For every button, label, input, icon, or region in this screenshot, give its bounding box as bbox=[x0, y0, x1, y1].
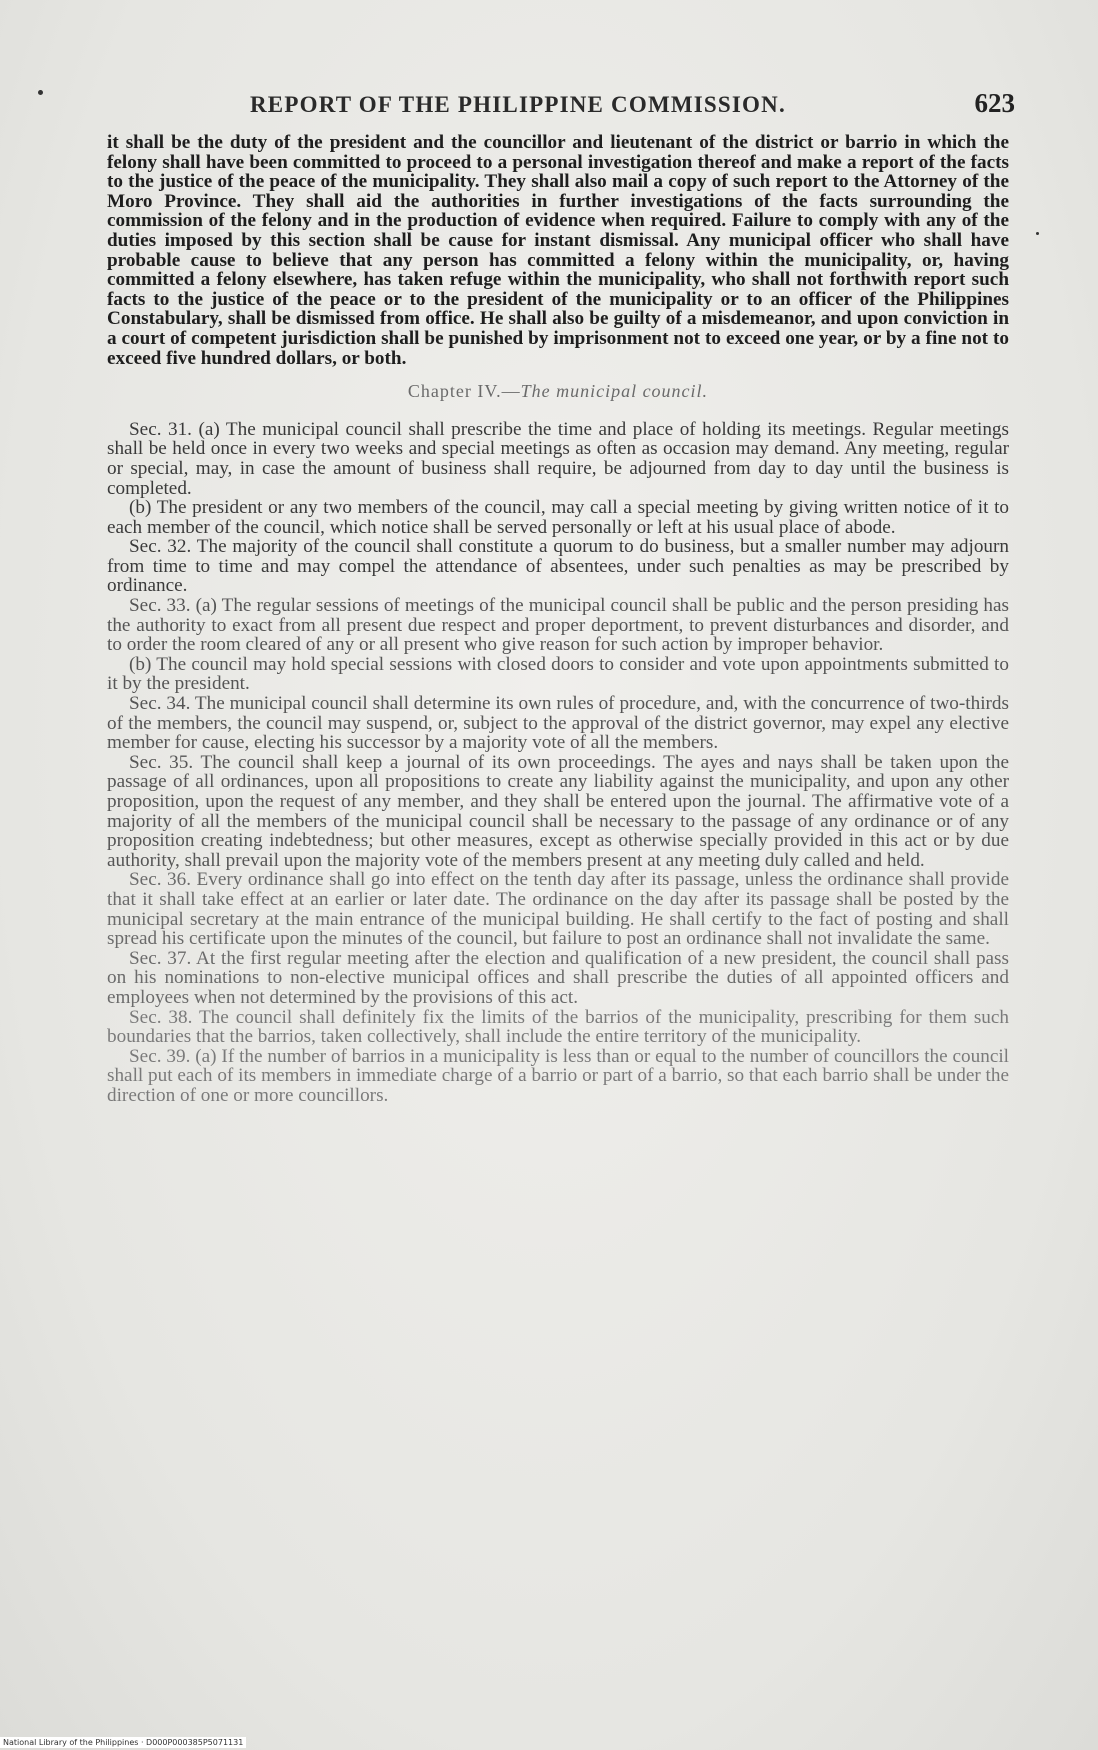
page-number: 623 bbox=[974, 88, 1015, 118]
section-37: Sec. 37. At the first regular meeting after the election and qualification of a new president, the council shall pass on his nominations to non-elective municipal offices and shall prescribe the duties of all appointed officers and employees when not determined by the provisions of this act. bbox=[107, 947, 1009, 1008]
section-31b: (b) The president or any two members of the council, may call a special meeting by giving written notice of it to each member of the council, which notice shall be served personally or left at his usual place of abode. bbox=[107, 497, 1009, 538]
section-34: Sec. 34. The municipal council shall determine its own rules of procedure, and, with the concurrence of two-thirds of the members, the council may suspend, or, subject to the approval of the district governor, may expel any elective member for cause, electing his successor by a majority vote of all the members. bbox=[107, 693, 1009, 754]
section-33a: Sec. 33. (a) The regular sessions of meetings of the municipal council shall be public and the person presiding has the authority to exact from all present due respect and proper deportment, to prevent disturbances and disorder, and to order the room cleared of any or all present who give reason for such action by improper behavior. bbox=[107, 595, 1009, 656]
archive-footer-tag: National Library of the Philippines · D000P000385P5071131 bbox=[0, 1737, 246, 1748]
scan-speck bbox=[38, 90, 43, 95]
chapter-heading bbox=[107, 382, 1009, 402]
chapter-label: Chapter IV.— bbox=[407, 381, 521, 402]
scan-speck bbox=[1036, 232, 1039, 235]
body-text bbox=[107, 133, 1009, 1106]
section-35: Sec. 35. The council shall keep a journal of its own proceedings. The ayes and nays shall be taken upon the passage of all ordinances, upon all propositions to create any liability against the municipality, and upon any other proposition, upon the request of any member, and they shall be entered upon the journal. The affirmative vote of a majority of all the members of the municipal council shall be necessary to the passage of any ordinance or of any proposition creating indebtedness; but other measures, except as otherwise specially provided in this act or by due authority, shall prevail upon the majority vote of the members present at any meeting duly called and held. bbox=[107, 751, 1009, 871]
paragraph-continued: it shall be the duty of the president and the councillor and lieutenant of the district or barrio in which the felony shall have been committed to proceed to a personal investigation thereof and make a report of the facts to the justice of the peace of the municipality. They shall also mail a copy of such report to the Attorney of the Moro Province. They shall aid the authorities in further investigations of the facts surrounding the commission of the felony and in the production of evidence when required. Failure to comply with any of the duties imposed by this section shall be cause for instant dismissal. Any municipal officer who shall have probable cause to believe that any person has committed a felony within the municipality, or, having committed a felony elsewhere, has taken refuge within the municipality, who shall not forthwith report such facts to the justice of the peace or to the president of the municipality or to an officer of the Philippines Constabulary, shall be dismissed from office. He shall also be guilty of a misdemeanor, and upon conviction in a court of competent jurisdiction shall be punished by imprisonment not to exceed one year, or by a fine not to exceed five hundred dollars, or both. bbox=[107, 132, 1009, 369]
section-39a: Sec. 39. (a) If the number of barrios in a municipality is less than or equal to the number of councillors the council shall put each of its members in immediate charge of a barrio or part of a barrio, so that each barrio shall be under the direction of one or more councillors. bbox=[107, 1045, 1009, 1106]
chapter-title: The municipal council. bbox=[520, 381, 709, 402]
running-title: REPORT OF THE PHILIPPINE COMMISSION. bbox=[250, 92, 786, 117]
section-36: Sec. 36. Every ordinance shall go into effect on the tenth day after its passage, unless the ordinance shall provide that it shall take effect at an earlier or later date. The ordinance on the day after its passage shall be posted by the municipal secretary at the main entrance of the municipal building. He shall certify to the fact of posting and shall spread his certificate upon the minutes of the council, but failure to post an ordinance shall not invalidate the same. bbox=[107, 869, 1009, 950]
section-32: Sec. 32. The majority of the council shall constitute a quorum to do business, but a smaller number may adjourn from time to time and may compel the attendance of absentees, under such penalties as may be prescribed by ordinance. bbox=[107, 536, 1009, 597]
section-38: Sec. 38. The council shall definitely fix the limits of the barrios of the municipality, prescribing for them such boundaries that the barrios, taken collectively, shall include the entire territory of the municipality. bbox=[107, 1006, 1009, 1048]
section-31a: Sec. 31. (a) The municipal council shall prescribe the time and place of holding its meetings. Regular meetings shall be held once in every two weeks and special meetings as often as occasion may demand. Any meeting, regular or special, may, in case the amount of business shall require, be adjourned from day to day until the business is completed. bbox=[107, 418, 1009, 499]
page-header bbox=[250, 88, 1015, 119]
section-33b: (b) The council may hold special sessions with closed doors to consider and vote upon appointments submitted to it by the president. bbox=[107, 653, 1009, 695]
